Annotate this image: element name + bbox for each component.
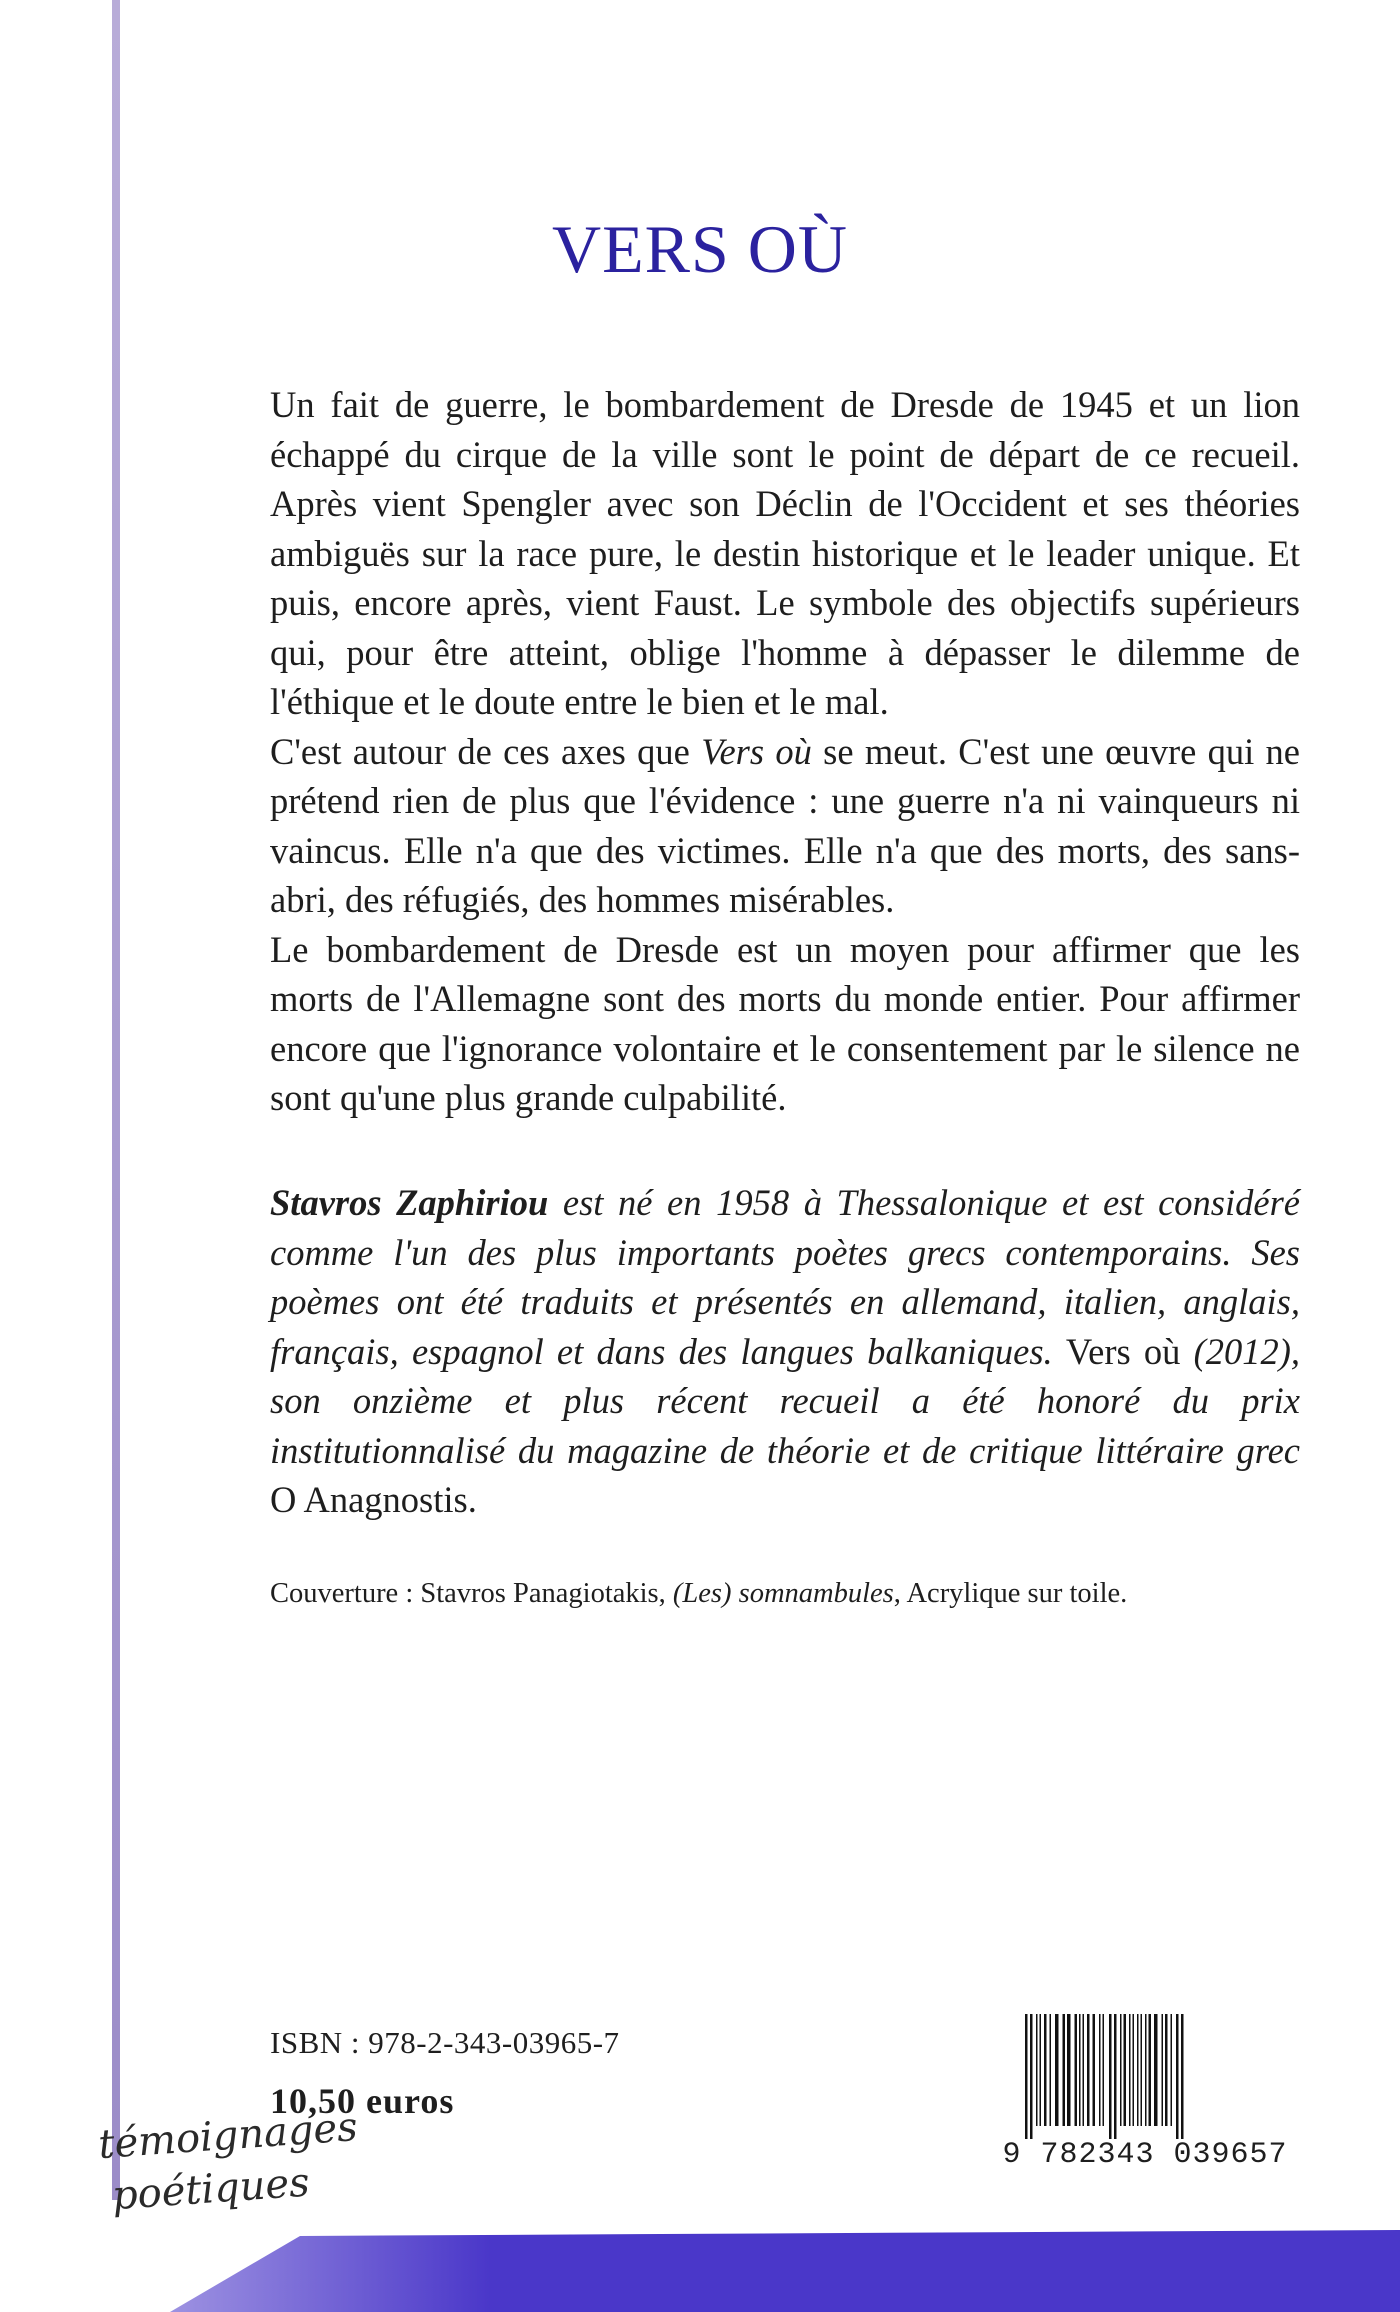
author-name: Stavros Zaphiriou <box>270 1182 549 1223</box>
barcode-bar <box>1109 2014 1112 2139</box>
barcode-bar <box>1040 2014 1042 2126</box>
barcode-bar <box>1176 2014 1179 2139</box>
barcode-bar <box>1162 2014 1164 2126</box>
collection-logo-line-2: poétiques <box>110 2159 312 2220</box>
barcode-bar <box>1087 2014 1090 2126</box>
summary-paragraph-3: Le bombardement de Dresde est un moyen pour affirmer que les morts de l'Allemagne sont des morts du monde entier. Pour affirmer encore que l'ignorance volontaire et le consentement par le silence ne sont qu'une plus grande culpabilité. <box>270 928 1300 1118</box>
barcode-bar <box>1133 2014 1135 2126</box>
barcode-bar <box>1055 2014 1059 2126</box>
footer-band <box>0 2202 1400 2312</box>
barcode-bar <box>1099 2014 1101 2126</box>
barcode-bar <box>1145 2014 1147 2126</box>
barcode-bar <box>1171 2014 1173 2126</box>
barcode-bar <box>1093 2014 1096 2126</box>
barcode-bar <box>1067 2014 1071 2126</box>
barcode-bar <box>1114 2014 1117 2139</box>
collection-logo-line-1: témoignages <box>96 2104 360 2169</box>
barcode-bar <box>1165 2014 1168 2126</box>
cover-credit-start: Couverture : Stavros Panagiotakis, <box>270 1578 673 1609</box>
barcode-bars <box>1021 2014 1271 2139</box>
barcode-bar <box>1044 2014 1047 2126</box>
barcode-bar <box>1154 2014 1158 2126</box>
cover-credit <box>270 1578 1350 1610</box>
summary-p2-title: Vers où <box>701 730 812 772</box>
barcode-bar <box>1137 2014 1139 2126</box>
barcode-bar <box>1141 2014 1143 2126</box>
barcode-bar <box>1036 2014 1038 2126</box>
bio-text-2: (2012), son onzième et plus récent recueil a été honoré du prix institutionnalisé du magazine de théorie et de critique littéraire grec <box>270 1330 1301 1471</box>
price: 10,50 euros <box>270 2081 455 2121</box>
bio-book-title: Vers où <box>1065 1330 1181 1372</box>
barcode-digits: 9 782343 039657 <box>1002 2138 1288 2172</box>
barcode-bar <box>1025 2014 1028 2139</box>
barcode-bar <box>1129 2014 1131 2126</box>
spine-accent-bar <box>112 0 120 2200</box>
barcode-bar <box>1124 2014 1127 2126</box>
summary-p2-start: C'est autour de ces axes que <box>270 730 702 772</box>
summary-text <box>270 380 1300 1123</box>
bio-text-1: est né en 1958 à Thessalonique et est considéré comme l'un des plus importants poètes grecs contemporains. Ses poèmes ont été traduits et présentés en allemand, italien, anglais, français, espagnol et dans des langues balkaniques. <box>270 1182 1300 1372</box>
barcode-bar <box>1050 2014 1052 2126</box>
summary-paragraph-1: Un fait de guerre, le bombardement de Dresde de 1945 et un lion échappé du cirque de la ville sont le point de départ de ce recueil. Après vient Spengler avec son Déclin de l'Occident et ses théories ambiguës sur la race pure, le destin historique et le leader unique. Et puis, encore après, vient Faust. Le symbole des objectifs supérieurs qui, pour être atteint, oblige l'homme à dépasser le dilemme de l'éthique et le doute entre le bien et le mal. <box>270 384 1300 722</box>
bio-magazine: O Anagnostis. <box>270 1479 477 1520</box>
barcode-bar <box>1149 2014 1152 2126</box>
barcode-bar <box>1079 2014 1081 2126</box>
barcode-bar <box>1120 2014 1122 2126</box>
summary-paragraph-2 <box>270 727 1300 925</box>
summary-p2-end: se meut. C'est une œuvre qui ne prétend rien de plus que l'évidence : une guerre n'a ni vainqueurs ni vaincus. Elle n'a que des victimes. Elle n'a que des morts, des sans-abri, des réfugiés, des hommes misérables. <box>270 730 1301 920</box>
author-bio <box>270 1178 1300 1525</box>
barcode-bar <box>1063 2014 1066 2126</box>
barcode-bar <box>1083 2014 1085 2126</box>
barcode-bar <box>1030 2014 1033 2139</box>
barcode-bar <box>1181 2014 1184 2139</box>
barcode-bar <box>1103 2014 1105 2126</box>
isbn: ISBN : 978-2-343-03965-7 <box>270 2025 620 2060</box>
barcode-bar <box>1075 2014 1078 2126</box>
book-title: VERS OÙ <box>551 211 849 287</box>
cover-credit-end: , Acrylique sur toile. <box>893 1578 1128 1609</box>
cover-artwork-title: (Les) somnambules <box>672 1578 894 1609</box>
barcode <box>995 2010 1295 2172</box>
